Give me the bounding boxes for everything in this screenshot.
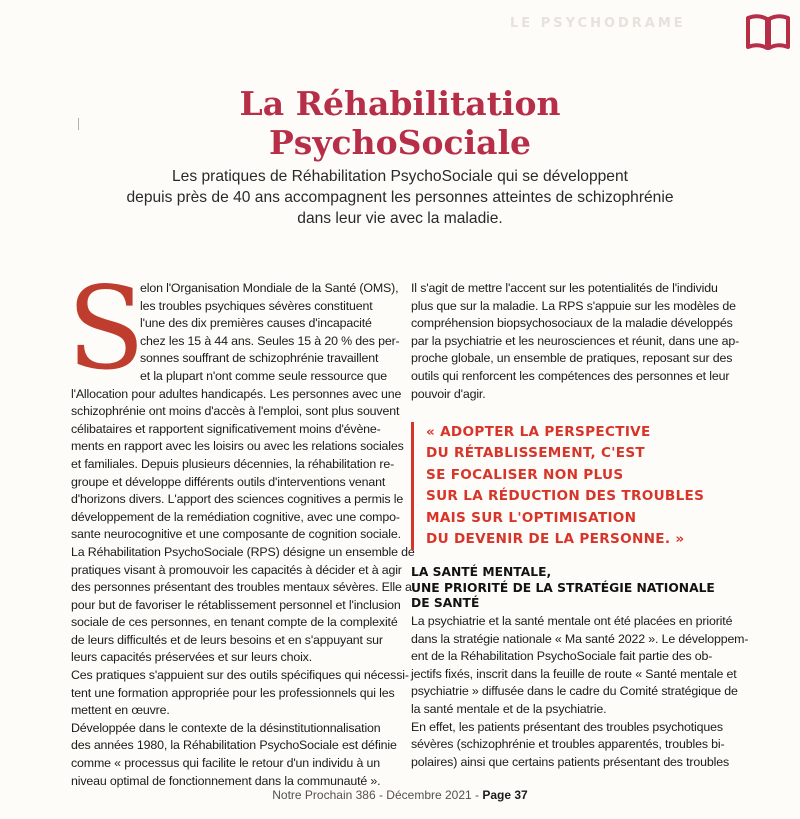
quote-line: SUR LA RÉDUCTION DES TROUBLES — [426, 488, 705, 505]
text-line: sociale de ces personnes, en tenant compte de la complexité — [71, 615, 398, 630]
heading-line: LA SANTÉ MENTALE, — [411, 565, 552, 579]
text-line: l'Allocation pour adultes handicapés. Les personnes avec une — [71, 386, 402, 401]
quote-line: DU RÉTABLISSEMENT, C'EST — [426, 445, 645, 462]
drop-cap: S — [67, 262, 145, 395]
right-column-top — [411, 280, 740, 403]
article-title — [0, 84, 800, 162]
text-line: leurs capacités préservées et sur leurs choix. — [71, 650, 313, 665]
title-line-1: La Réhabilitation — [239, 84, 561, 123]
page-footer — [0, 788, 800, 802]
text-line: de leurs difficultés et de leurs besoins et en s'appuyant sur — [71, 632, 383, 647]
text-line: compréhension biopsychosociaux de la maladie développés — [411, 316, 733, 331]
text-line: dans la stratégie nationale « Ma santé 2022 ». Le développem- — [411, 631, 749, 646]
text-line: sante neurocognitive et une composante de cognition sociale. — [71, 527, 401, 542]
pull-quote — [411, 422, 741, 550]
intro-paragraph — [0, 166, 800, 229]
text-line: En effet, les patients présentant des troubles psychotiques — [411, 719, 723, 734]
text-line: sévères (schizophrénie et troubles apparentés, troubles bi- — [411, 737, 725, 752]
text-line: groupe et développe différents outils d'interventions venant — [71, 474, 386, 489]
text-line: célibataires et rapportent significativement moins d'évène- — [71, 421, 381, 436]
text-line: psychiatrie » diffusée dans le cadre du Comité stratégique de — [411, 684, 738, 699]
right-column-bottom — [411, 613, 749, 771]
text-line: et familiales. Depuis plusieurs décennies, la réhabilitation re- — [71, 456, 395, 471]
intro-line-3: dans leur vie avec la maladie. — [297, 210, 503, 227]
text-line: d'horizons divers. L'apport des sciences cognitives a permis le — [71, 492, 404, 507]
text-line: niveau optimal de fonctionnement dans la communauté ». — [71, 773, 381, 788]
text-line: l'une des dix premières causes d'incapacité — [140, 316, 372, 331]
quote-line: DU DEVENIR DE LA PERSONNE. » — [426, 531, 685, 548]
text-line: pouvoir d'agir. — [411, 386, 486, 401]
text-line: Il s'agit de mettre l'accent sur les potentialités de l'individu — [411, 281, 718, 295]
heading-line: UNE PRIORITÉ DE LA STRATÉGIE NATIONALE — [411, 580, 715, 595]
text-line: les troubles psychiques sévères constituent — [140, 298, 373, 313]
text-line: des personnes présentant des troubles mentaux sévères. Elle a — [71, 580, 412, 595]
quote-line: SE FOCALISER NON PLUS — [426, 466, 624, 483]
text-line: plus que sur la maladie. La RPS s'appuie sur les modèles de — [411, 298, 736, 313]
text-line: Développée dans le contexte de la désinstitutionnalisation — [71, 720, 381, 735]
page-number: Page 37 — [482, 788, 528, 802]
text-line: ent de la Réhabilitation PsychoSociale fait partie des ob- — [411, 649, 713, 664]
running-head: LE PSYCHODRAME — [510, 16, 686, 31]
quote-line: MAIS SUR L'OPTIMISATION — [426, 509, 637, 526]
intro-line-1: Les pratiques de Réhabilitation PsychoSociale qui se développent — [172, 168, 628, 185]
text-line: Ces pratiques s'appuient sur des outils spécifiques qui nécessi- — [71, 668, 409, 683]
intro-line-2: depuis près de 40 ans accompagnent les personnes atteintes de schizophrénie — [126, 189, 674, 206]
text-line: et la plupart n'ont comme seule ressource que — [140, 368, 388, 383]
text-line: sonnes souffrant de schizophrénie travaillent — [140, 351, 379, 366]
title-line-2: PsychoSociale — [268, 123, 532, 162]
publication-info: Notre Prochain 386 - Décembre 2021 - — [272, 788, 483, 802]
text-line: la santé mentale et de la psychiatrie. — [411, 701, 607, 716]
text-line: comme « processus qui facilite le retour d'un individu à un — [71, 756, 380, 771]
text-line: jectifs fixés, inscrit dans la feuille de route « Santé mentale et — [411, 666, 737, 681]
text-line: tent une formation appropriée pour les professionnels qui les — [71, 685, 395, 700]
text-line: La psychiatrie et la santé mentale ont été placées en priorité — [411, 614, 733, 628]
text-line: développement de la remédiation cognitive, avec une compo- — [71, 509, 400, 524]
quote-line: « ADOPTER LA PERSPECTIVE — [426, 424, 651, 440]
heading-line: DE SANTÉ — [411, 596, 480, 611]
text-line: La Réhabilitation PsychoSociale (RPS) désigne un ensemble de — [71, 544, 415, 559]
text-line: par la psychiatrie et les neurosciences et réunit, dans une ap- — [411, 333, 740, 348]
text-line: chez les 15 à 44 ans. Seules 15 à 20 % des per- — [140, 333, 400, 348]
text-line: pratiques visant à promouvoir les capacités à décider et à agir — [71, 562, 402, 577]
section-heading — [411, 565, 741, 612]
text-line: proche globale, un ensemble de pratiques, reposant sur des — [411, 351, 733, 366]
text-line: outils qui renforcent les compétences des personnes et leur — [411, 368, 730, 383]
text-line: mettent en œuvre. — [71, 703, 170, 718]
text-line: ments en rapport avec les loisirs ou avec les relations sociales — [71, 439, 404, 454]
text-line: des années 1980, la Réhabilitation PsychoSociale est définie — [71, 738, 397, 753]
text-line: pour but de favoriser le rétablissement personnel et l'inclusion — [71, 597, 401, 612]
left-column — [67, 262, 415, 790]
text-line: polaires) ainsi que certains patients présentant des troubles — [411, 754, 730, 769]
book-icon — [744, 12, 792, 52]
text-line: elon l'Organisation Mondiale de la Santé (OMS), — [140, 281, 399, 295]
text-line: schizophrénie ont moins d'accès à l'emploi, sont plus souvent — [71, 404, 400, 419]
